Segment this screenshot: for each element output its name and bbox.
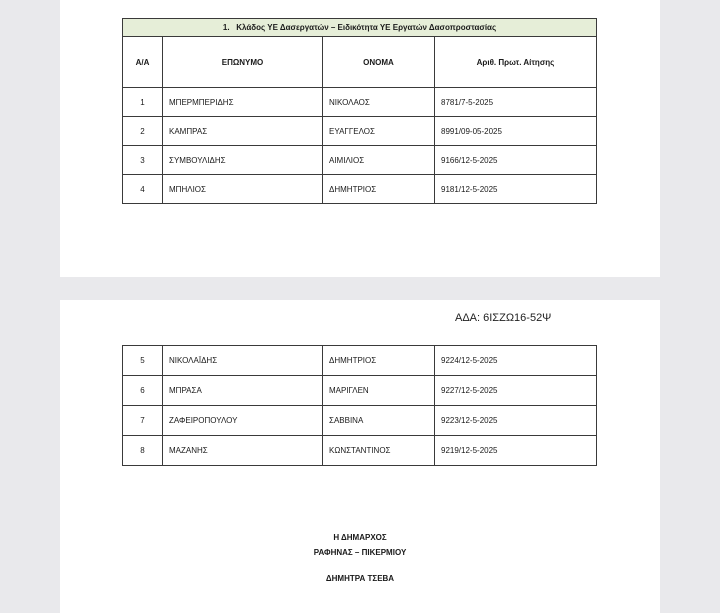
cell-surname: ΚΑΜΠΡΑΣ	[163, 117, 323, 146]
cell-aa: 6	[123, 376, 163, 406]
cell-name: ΣΑΒΒΙΝΑ	[323, 406, 435, 436]
header-surname: ΕΠΩΝΥΜΟ	[163, 37, 323, 88]
staff-table-part-2	[122, 345, 597, 466]
signature-role: Η ΔΗΜΑΡΧΟΣ	[333, 533, 387, 542]
cell-name: ΜΑΡΙΓΛΕΝ	[323, 376, 435, 406]
cell-surname: ΝΙΚΟΛΑΪΔΗΣ	[163, 346, 323, 376]
cell-surname: ΜΠΗΛΙΟΣ	[163, 175, 323, 204]
table-row	[123, 175, 597, 204]
cell-protocol: 9223/12-5-2025	[435, 406, 597, 436]
cell-protocol: 8781/7-5-2025	[435, 88, 597, 117]
table-row	[123, 346, 597, 376]
cell-surname: ΣΥΜΒΟΥΛΙΔΗΣ	[163, 146, 323, 175]
signature-name: ΔΗΜΗΤΡΑ ΤΣΕΒΑ	[325, 574, 395, 583]
cell-name: ΔΗΜΗΤΡΙΟΣ	[323, 175, 435, 204]
cell-protocol: 8991/09-05-2025	[435, 117, 597, 146]
cell-protocol: 9219/12-5-2025	[435, 436, 597, 466]
cell-surname: ΜΠΕΡΜΠΕΡΙΔΗΣ	[163, 88, 323, 117]
cell-protocol: 9227/12-5-2025	[435, 376, 597, 406]
table-row	[123, 117, 597, 146]
cell-aa: 8	[123, 436, 163, 466]
ada-code: ΑΔΑ: 6ΙΣΖΩ16-52Ψ	[455, 312, 552, 324]
cell-aa: 7	[123, 406, 163, 436]
cell-surname: ΜΠΡΑΣΑ	[163, 376, 323, 406]
cell-name: ΑΙΜΙΛΙΟΣ	[323, 146, 435, 175]
table-row	[123, 406, 597, 436]
cell-protocol: 9224/12-5-2025	[435, 346, 597, 376]
table-title: 1. Κλάδος ΥΕ Δασεργατών – Ειδικότητα ΥΕ Εργατών Δασοπροστασίας	[123, 19, 597, 37]
header-name: ΟΝΟΜΑ	[323, 37, 435, 88]
cell-name: ΚΩΝΣΤΑΝΤΙΝΟΣ	[323, 436, 435, 466]
signature-municipality: ΡΑΦΗΝΑΣ – ΠΙΚΕΡΜΙΟΥ	[313, 548, 407, 557]
cell-name: ΝΙΚΟΛΑΟΣ	[323, 88, 435, 117]
table-row	[123, 436, 597, 466]
table-row	[123, 146, 597, 175]
cell-aa: 4	[123, 175, 163, 204]
cell-protocol: 9181/12-5-2025	[435, 175, 597, 204]
cell-surname: ΖΑΦΕΙΡΟΠΟΥΛΟΥ	[163, 406, 323, 436]
staff-table-part-1	[122, 18, 597, 204]
table-row	[123, 376, 597, 406]
cell-aa: 5	[123, 346, 163, 376]
cell-aa: 1	[123, 88, 163, 117]
header-protocol-number: Αριθ. Πρωτ. Αίτησης	[435, 37, 597, 88]
table-row	[123, 88, 597, 117]
document-page-2	[60, 300, 660, 613]
document-page-1	[60, 0, 660, 277]
cell-protocol: 9166/12-5-2025	[435, 146, 597, 175]
cell-aa: 3	[123, 146, 163, 175]
cell-name: ΔΗΜΗΤΡΙΟΣ	[323, 346, 435, 376]
cell-aa: 2	[123, 117, 163, 146]
cell-surname: ΜΑΖΑΝΗΣ	[163, 436, 323, 466]
cell-name: ΕΥΑΓΓΕΛΟΣ	[323, 117, 435, 146]
header-aa: Α/Α	[123, 37, 163, 88]
